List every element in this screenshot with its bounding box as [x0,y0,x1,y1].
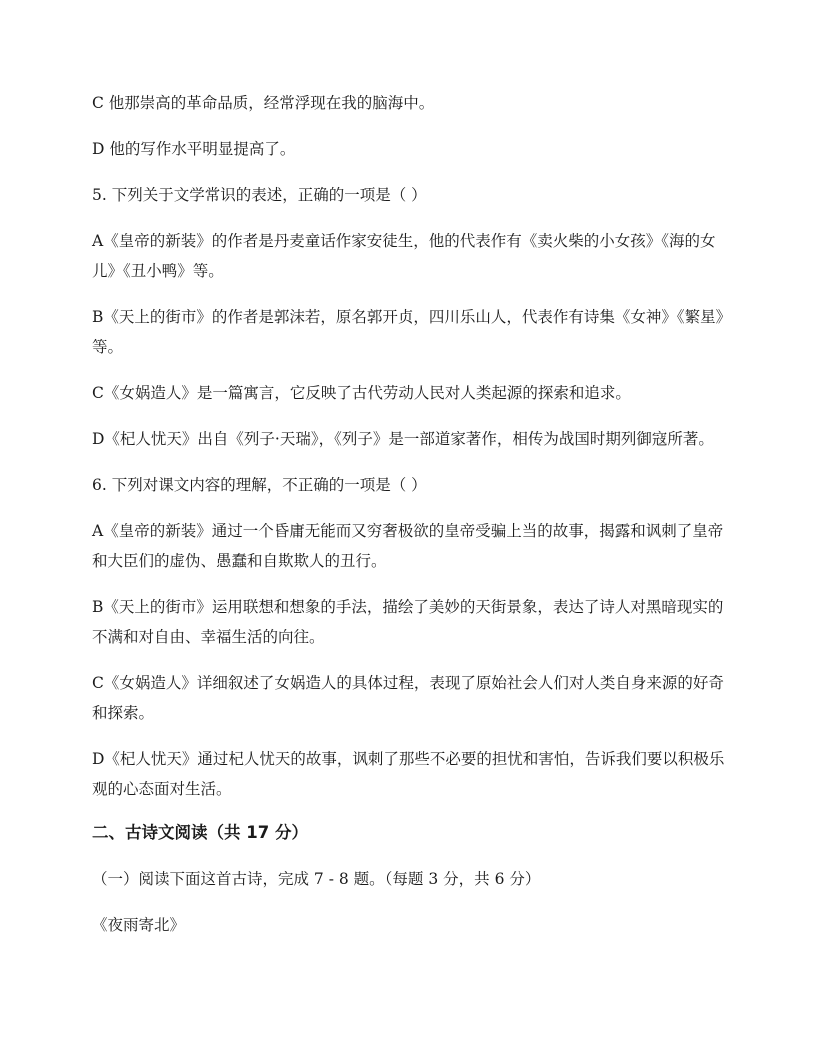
q5-option-a: A《皇帝的新装》的作者是丹麦童话作家安徒生，他的代表作有《卖火柴的小女孩》《海的女儿》《丑小鸭》等。 [92,232,716,280]
document-page [92,88,728,940]
q5-option-b: B《天上的街市》的作者是郭沫若，原名郭开贞，四川乐山人，代表作有诗集《女神》《繁星》等。 [92,308,724,356]
q6-option-b: B《天上的街市》运用联想和想象的手法，描绘了美妙的天街景象，表达了诗人对黑暗现实的不满和对自由、幸福生活的向往。 [92,598,724,646]
q6-option-d: D《杞人忧天》通过杞人忧天的故事，讽刺了那些不必要的担忧和害怕，告诉我们要以积极乐观的心态面对生活。 [92,750,725,798]
section-2-part-1-intro: （一）阅读下面这首古诗，完成 7 - 8 题。（每题 3 分，共 6 分） [92,870,541,888]
q4-option-d: D 他的写作水平明显提高了。 [92,140,296,158]
q4-option-c: C 他那崇高的革命品质，经常浮现在我的脑海中。 [92,94,435,112]
q6-option-c: C《女娲造人》详细叙述了女娲造人的具体过程，表现了原始社会人们对人类自身来源的好奇和探索。 [92,674,724,722]
q5-option-d: D《杞人忧天》出自《列子·天瑞》，《列子》是一部道家著作，相传为战国时期列御寇所著。 [92,430,714,448]
q6-option-a: A《皇帝的新装》通过一个昏庸无能而又穷奢极欲的皇帝受骗上当的故事，揭露和讽刺了皇帝和大臣们的虚伪、愚蠢和自欺欺人的丑行。 [92,522,724,570]
q5-option-c: C《女娲造人》是一篇寓言，它反映了古代劳动人民对人类起源的探索和追求。 [92,384,631,402]
section-2-title: 二、古诗文阅读（共 17 分） [92,823,308,842]
poem-title: 《夜雨寄北》 [92,916,186,934]
q5-stem: 5. 下列关于文学常识的表述，正确的一项是（ ） [92,186,427,204]
q6-stem: 6. 下列对课文内容的理解，不正确的一项是（ ） [92,476,427,494]
